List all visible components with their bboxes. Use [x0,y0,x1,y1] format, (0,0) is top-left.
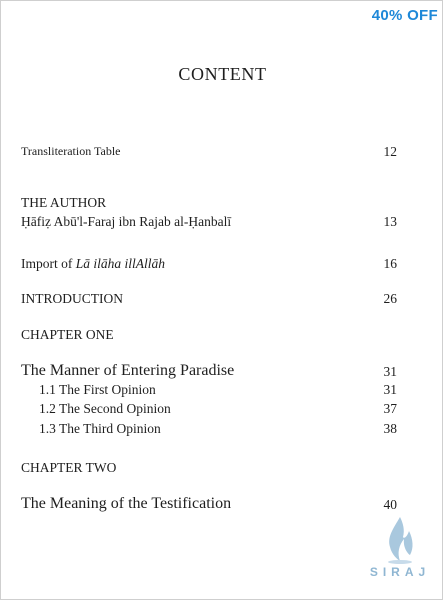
toc-entry-label: Transliteration Table [21,144,121,158]
toc-subentry-page: 37 [383,401,397,416]
toc-subentry-page: 31 [383,382,397,397]
siraj-watermark [357,515,443,595]
toc-subentry-label: 1.3 The Third Opinion [39,421,161,436]
import-prefix: Import of [21,256,76,271]
chapter-heading-two: CHAPTER TWO [21,460,117,475]
toc-entry-label: The Meaning of the Testification [21,495,232,512]
toc-entry-page: 40 [383,497,397,512]
toc-subentry-label: 1.1 The First Opinion [39,382,156,397]
toc-entry-page: 26 [383,291,397,306]
toc-entry-label [21,256,165,272]
toc-subentry-page: 38 [383,421,397,436]
toc-entry-label: Ḥāfiẓ Abū'l-Faraj ibn Rajab al-Ḥanbalī [21,214,232,229]
toc-entry-page: 16 [383,256,397,271]
toc-title: CONTENT [178,64,267,84]
toc-entry-page: 13 [383,214,397,229]
section-heading-author: THE AUTHOR [21,195,107,210]
toc-entry-label: INTRODUCTION [21,291,123,306]
discount-badge: 40% OFF [371,7,438,24]
siraj-brand-text: SIRAJ [369,565,431,579]
toc-entry-label: The Manner of Entering Paradise [21,362,235,379]
chapter-heading-one: CHAPTER ONE [21,327,114,342]
import-italic: Lā ilāha illAllāh [75,256,166,271]
flame-icon [357,515,443,565]
toc-entry-page: 12 [383,144,397,159]
toc-entry-page: 31 [383,364,397,379]
toc-subentry-label: 1.2 The Second Opinion [39,401,171,416]
